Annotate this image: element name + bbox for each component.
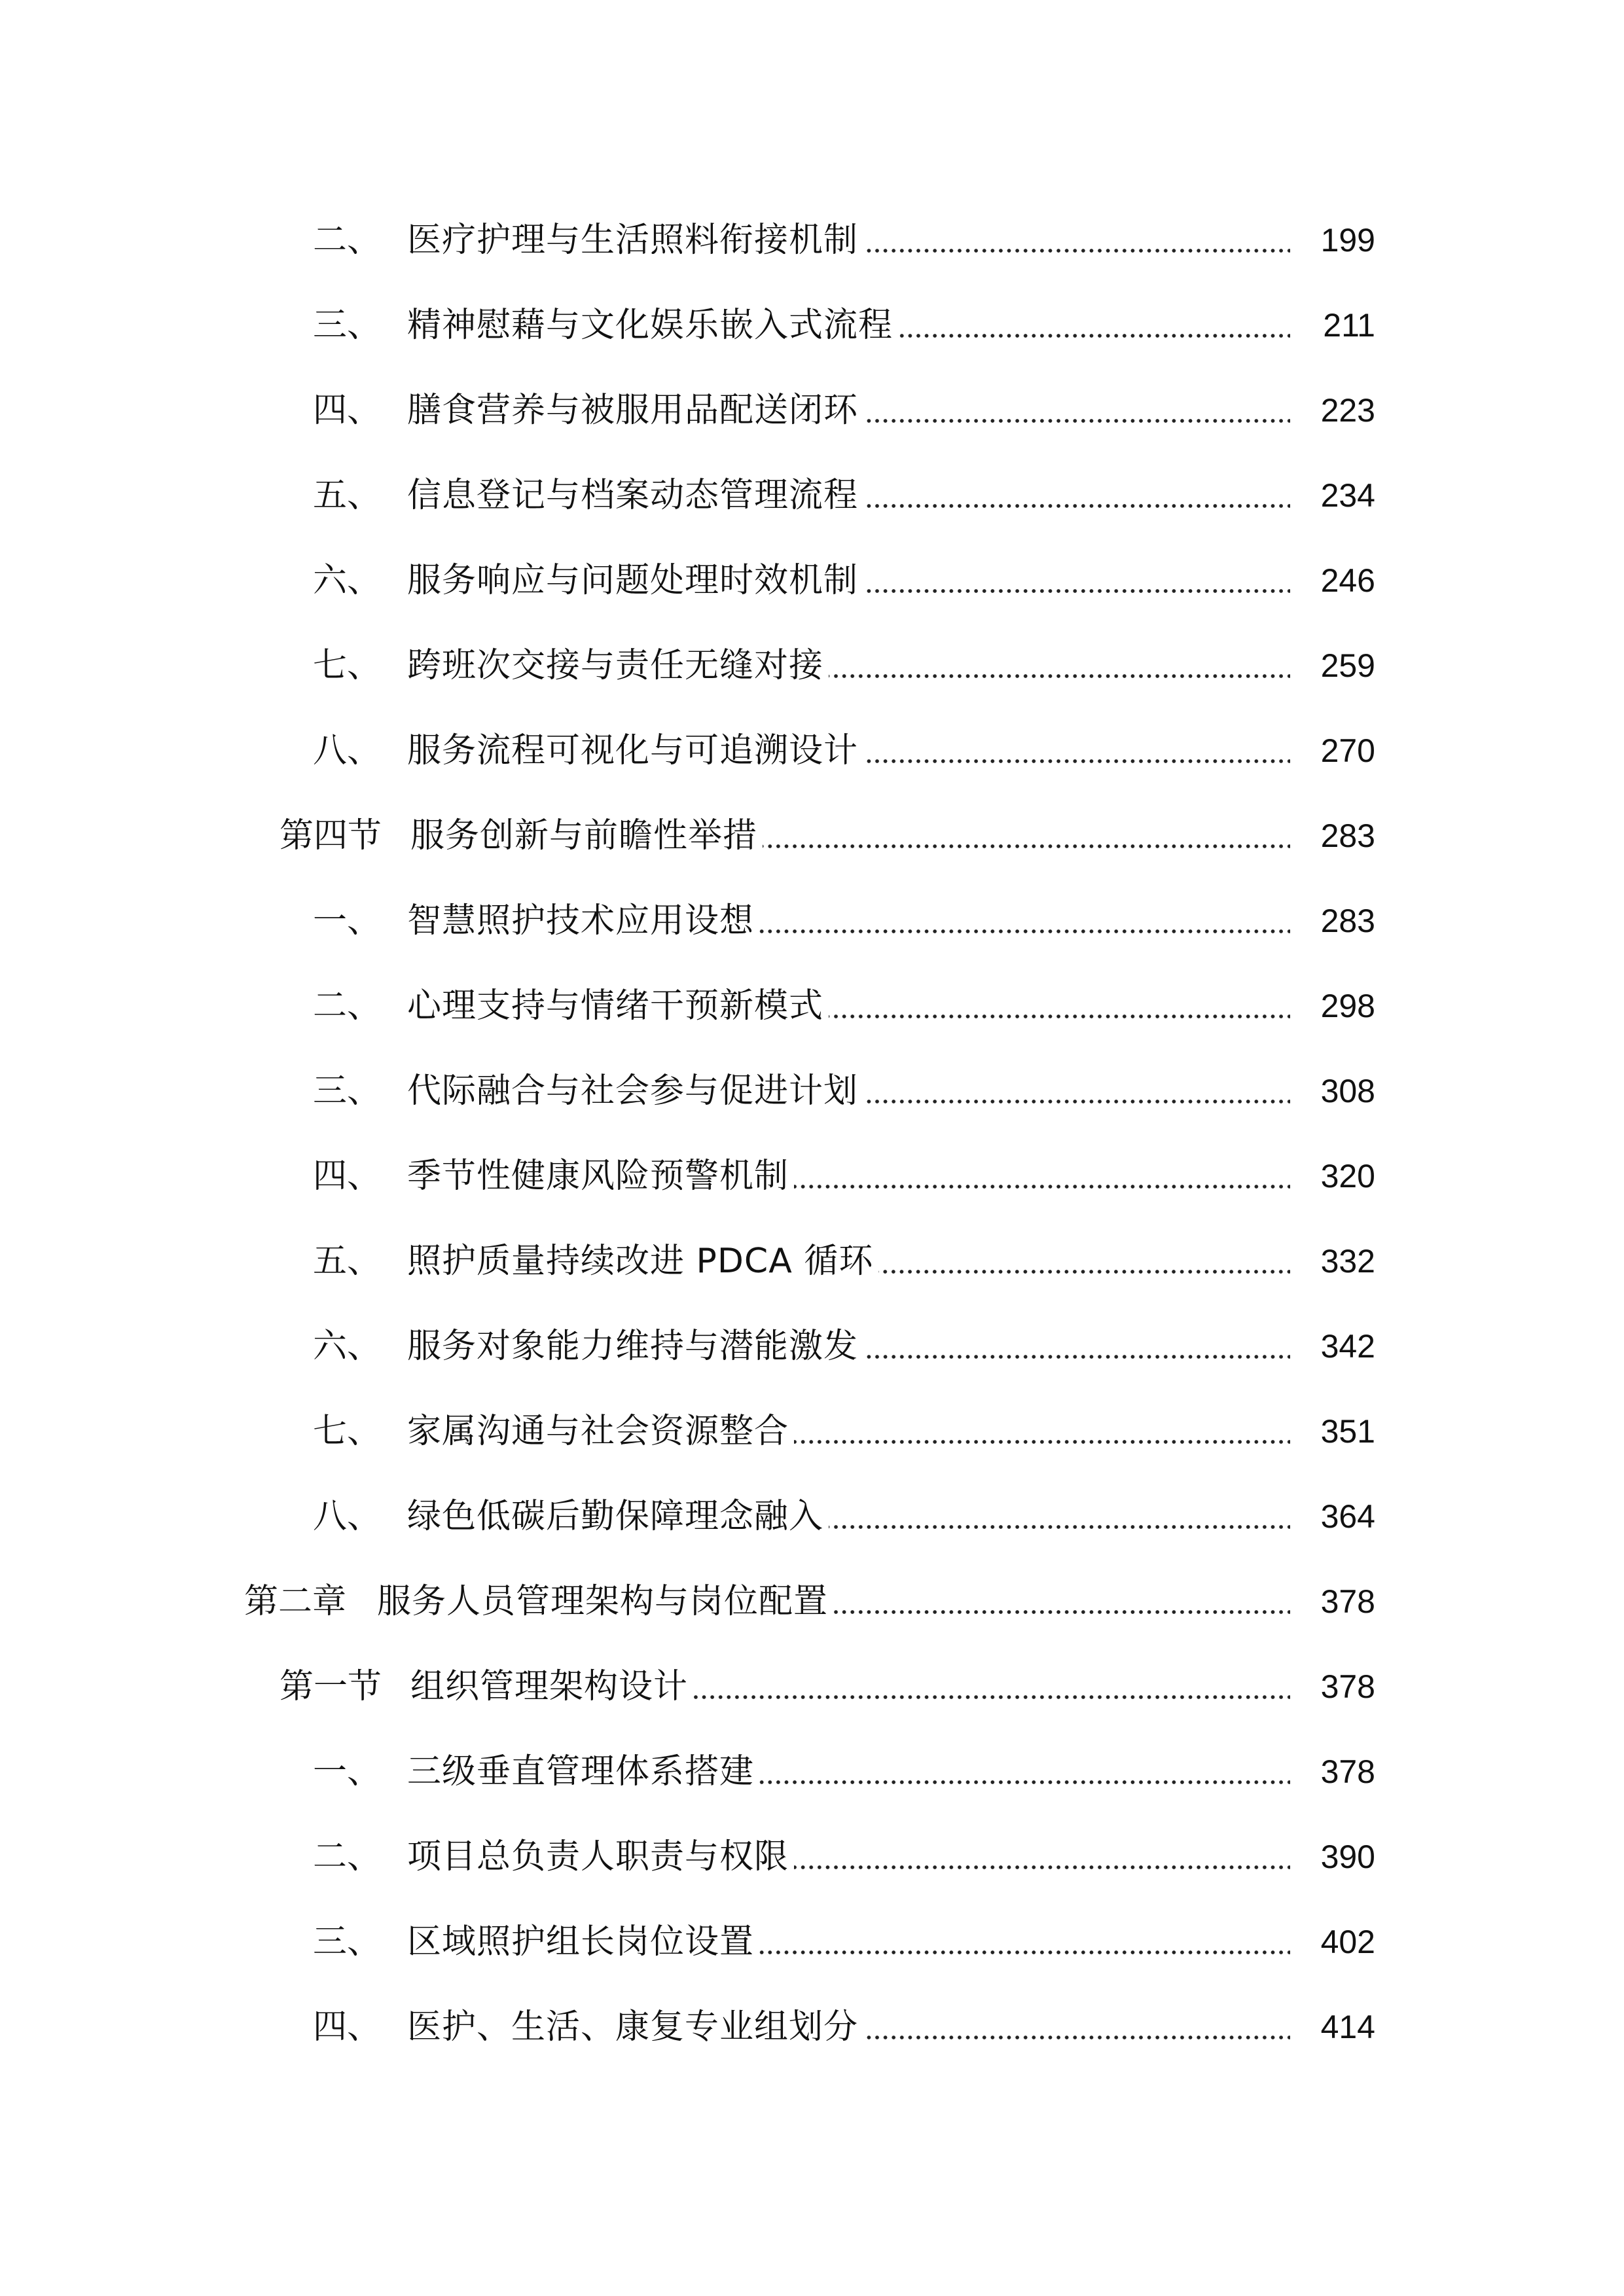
toc-entry-page: 414 (1290, 1998, 1375, 2056)
toc-entry[interactable] (0, 891, 1624, 950)
dot-leader (833, 1610, 1293, 1614)
toc-entry-number: 一、 (313, 901, 382, 941)
dot-leader (829, 1525, 1293, 1529)
toc-entry[interactable] (0, 211, 1624, 270)
dot-leader (863, 504, 1293, 508)
toc-entry-page: 402 (1290, 1912, 1375, 1971)
toc-entry-title: 医疗护理与生活照料衔接机制 (407, 221, 859, 260)
toc-entry-title: 服务创新与前瞻性举措 (410, 816, 758, 855)
toc-entry-section[interactable] (0, 1657, 1624, 1716)
toc-entry-number: 三、 (313, 306, 382, 345)
toc-entry-page: 223 (1290, 381, 1375, 440)
toc-entry-page: 234 (1290, 466, 1375, 525)
dot-leader (863, 2036, 1293, 2039)
toc-entry-page: 259 (1290, 636, 1375, 695)
toc-entry-title: 膳食营养与被服用品配送闭环 (407, 391, 859, 430)
toc-entry[interactable] (0, 1317, 1624, 1376)
dot-leader (759, 1780, 1293, 1784)
toc-entry-title: 服务流程可视化与可追溯设计 (407, 731, 859, 770)
dot-leader (829, 1014, 1293, 1018)
dot-leader (863, 759, 1293, 763)
toc-entry[interactable] (0, 551, 1624, 610)
toc-entry[interactable] (0, 1827, 1624, 1886)
toc-entry-page: 320 (1290, 1147, 1375, 1206)
toc-entry-number: 二、 (313, 1837, 382, 1876)
dot-leader (898, 334, 1293, 338)
toc-entry-page: 270 (1290, 721, 1375, 780)
toc-entry-number: 六、 (313, 561, 382, 600)
toc-entry-number: 二、 (313, 221, 382, 260)
dot-leader (759, 929, 1293, 933)
toc-entry-page: 342 (1290, 1317, 1375, 1376)
toc-entry[interactable] (0, 1062, 1624, 1121)
toc-entry-page: 308 (1290, 1062, 1375, 1121)
toc-entry-number: 五、 (313, 476, 382, 515)
toc-entry-page: 298 (1290, 977, 1375, 1035)
toc-entry[interactable] (0, 1912, 1624, 1971)
toc-entry-title: 服务人员管理架构与岗位配置 (377, 1582, 829, 1621)
toc-entry-title: 区域照护组长岗位设置 (407, 1922, 755, 1962)
toc-entry-chapter[interactable] (0, 1572, 1624, 1631)
toc-entry-title: 季节性健康风险预警机制 (407, 1157, 789, 1196)
toc-entry-number: 第二章 (244, 1582, 347, 1621)
toc-entry[interactable] (0, 296, 1624, 355)
dot-leader (829, 674, 1293, 678)
toc-entry-page: 378 (1290, 1742, 1375, 1801)
toc-entry-title: 照护质量持续改进 PDCA 循环 (407, 1242, 874, 1281)
toc-entry-title: 精神慰藉与文化娱乐嵌入式流程 (407, 306, 893, 345)
toc-entry[interactable] (0, 721, 1624, 780)
toc-entry-number: 三、 (313, 1922, 382, 1962)
toc-entry-number: 四、 (313, 391, 382, 430)
dot-leader (863, 589, 1293, 593)
toc-entry-page: 378 (1290, 1572, 1375, 1631)
toc-entry-number: 四、 (313, 1157, 382, 1196)
toc-entry-title: 服务响应与问题处理时效机制 (407, 561, 859, 600)
toc-entry-page: 390 (1290, 1827, 1375, 1886)
toc-entry-number: 六、 (313, 1327, 382, 1366)
dot-leader (794, 1865, 1293, 1869)
toc-entry-title: 服务对象能力维持与潜能激发 (407, 1327, 859, 1366)
toc-entry-section[interactable] (0, 806, 1624, 865)
toc-entry-page: 199 (1290, 211, 1375, 270)
toc-entry-title: 心理支持与情绪干预新模式 (407, 986, 824, 1026)
toc-entry-page: 211 (1290, 296, 1375, 355)
toc-entry-number: 二、 (313, 986, 382, 1026)
toc-entry-title: 代际融合与社会参与促进计划 (407, 1071, 859, 1111)
toc-entry-title: 三级垂直管理体系搭建 (407, 1752, 755, 1791)
toc-entry-title: 项目总负责人职责与权限 (407, 1837, 789, 1876)
toc-entry-title: 跨班次交接与责任无缝对接 (407, 646, 824, 685)
dot-leader (878, 1270, 1293, 1274)
dot-leader (794, 1185, 1293, 1189)
dot-leader (794, 1440, 1293, 1444)
dot-leader (863, 1355, 1293, 1359)
dot-leader (863, 1100, 1293, 1103)
toc-entry-page: 364 (1290, 1487, 1375, 1546)
toc-entry-number: 七、 (313, 646, 382, 685)
toc-entry-title: 医护、生活、康复专业组划分 (407, 2007, 859, 2047)
toc-entry-number: 七、 (313, 1412, 382, 1451)
toc-entry-page: 283 (1290, 806, 1375, 865)
toc-entry-title: 绿色低碳后勤保障理念融入 (407, 1497, 824, 1536)
toc-entry-title: 智慧照护技术应用设想 (407, 901, 755, 941)
toc-entry-number: 八、 (313, 731, 382, 770)
dot-leader (863, 249, 1293, 253)
toc-entry-page: 283 (1290, 891, 1375, 950)
dot-leader (863, 419, 1293, 423)
toc-entry[interactable] (0, 466, 1624, 525)
toc-entry[interactable] (0, 1742, 1624, 1801)
toc-entry-number: 五、 (313, 1242, 382, 1281)
toc-entry[interactable] (0, 1402, 1624, 1461)
toc-entry-page: 332 (1290, 1232, 1375, 1291)
toc-entry-page: 351 (1290, 1402, 1375, 1461)
toc-entry-title: 组织管理架构设计 (410, 1667, 689, 1706)
toc-entry-number: 第一节 (280, 1667, 382, 1706)
toc-entry-number: 四、 (313, 2007, 382, 2047)
toc-entry-title: 信息登记与档案动态管理流程 (407, 476, 859, 515)
toc-entry[interactable] (0, 1998, 1624, 2056)
toc-entry-page: 246 (1290, 551, 1375, 610)
dot-leader (759, 1950, 1293, 1954)
toc-entry[interactable] (0, 1232, 1624, 1291)
toc-entry[interactable] (0, 1147, 1624, 1206)
toc-entry[interactable] (0, 1487, 1624, 1546)
toc-entry-number: 一、 (313, 1752, 382, 1791)
toc-entry[interactable] (0, 977, 1624, 1035)
toc-entry[interactable] (0, 381, 1624, 440)
toc-entry-number: 八、 (313, 1497, 382, 1536)
toc-entry-number: 第四节 (280, 816, 382, 855)
dot-leader (763, 844, 1293, 848)
toc-entry-page: 378 (1290, 1657, 1375, 1716)
toc-entry[interactable] (0, 636, 1624, 695)
dot-leader (693, 1695, 1293, 1699)
toc-entry-number: 三、 (313, 1071, 382, 1111)
toc-entry-title: 家属沟通与社会资源整合 (407, 1412, 789, 1451)
